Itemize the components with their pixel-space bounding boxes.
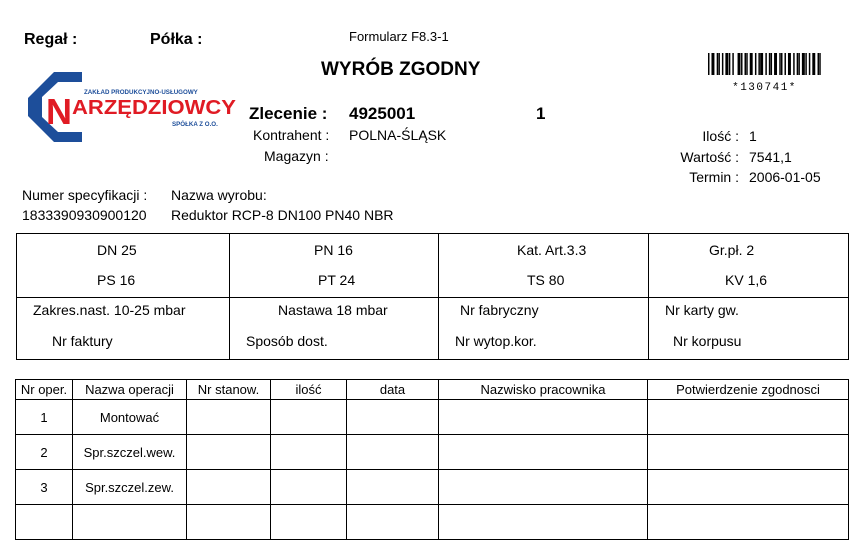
table-cell: [648, 435, 849, 470]
barcode-bar: [805, 53, 806, 75]
barcode-bar: [793, 53, 794, 75]
barcode-bar: [711, 53, 714, 75]
barcode-bar: [818, 53, 819, 75]
table-cell: 2: [16, 435, 73, 470]
barcode-bar: [718, 53, 719, 75]
page-title: WYRÓB ZGODNY: [321, 59, 481, 80]
column-header: Potwierdzenie zgodnosci: [648, 380, 849, 400]
product-name-value: Reduktor RCP-8 DN100 PN40 NBR: [171, 207, 394, 223]
barcode-bar: [732, 53, 733, 75]
barcode-bar: [809, 53, 810, 75]
table-row: [16, 400, 849, 435]
logo-letter-n: N: [46, 91, 72, 132]
column-header: ilość: [271, 380, 347, 400]
barcode-bar: [708, 53, 709, 75]
param-kat: Kat. Art.3.3: [517, 242, 587, 258]
barcode-bar: [738, 53, 741, 75]
table-cell: [271, 470, 347, 505]
column-header: Nr oper.: [16, 380, 73, 400]
kontrahent-value: POLNA-ŚLĄSK: [349, 127, 447, 143]
param-grpl: Gr.pł. 2: [709, 242, 755, 258]
param-kv: KV 1,6: [725, 272, 768, 288]
param-nr-fabryczny: Nr fabryczny: [460, 302, 539, 318]
regal-label: Regał :: [24, 31, 78, 48]
wartosc-label: Wartość :: [680, 149, 739, 165]
grid-divider: [17, 297, 848, 298]
table-cell: 3: [16, 470, 73, 505]
table-cell: [439, 505, 648, 540]
barcode-bar: [812, 53, 815, 75]
wartosc-value: 7541,1: [749, 149, 792, 165]
table-cell: [271, 505, 347, 540]
param-dn: DN 25: [97, 242, 137, 258]
barcode-bar: [750, 53, 753, 75]
table-cell: [347, 505, 439, 540]
barcode-bar: [771, 53, 772, 75]
table-header-row: [16, 380, 849, 400]
barcode-bar: [781, 53, 782, 75]
barcode-bar: [784, 53, 785, 75]
polka-label: Półka :: [150, 31, 203, 48]
table-cell: [347, 435, 439, 470]
table-cell: [271, 400, 347, 435]
param-nr-korpusu: Nr korpusu: [673, 333, 742, 349]
barcode-bar: [758, 53, 759, 75]
barcode-bar: [788, 53, 791, 75]
param-sposob-dost: Sposób dost.: [246, 333, 328, 349]
barcode-bar: [802, 53, 805, 75]
operations-table: [15, 379, 849, 540]
param-ts: TS 80: [527, 272, 565, 288]
form-code: Formularz F8.3-1: [349, 29, 449, 44]
table-cell: [439, 435, 648, 470]
table-cell: [73, 505, 187, 540]
table-cell: [648, 505, 849, 540]
barcode-bar: [745, 53, 746, 75]
zlecenie-label: Zlecenie :: [249, 104, 328, 123]
column-header: data: [347, 380, 439, 400]
ilosc-label: Ilość :: [702, 128, 739, 144]
param-zakres: Zakres.nast. 10-25 mbar: [33, 302, 186, 318]
termin-label: Termin :: [689, 169, 739, 185]
barcode-bar: [774, 53, 777, 75]
param-ps: PS 16: [97, 272, 136, 288]
table-cell: Spr.szczel.wew.: [73, 435, 187, 470]
order-count: 1: [536, 104, 546, 123]
table-cell: [187, 435, 271, 470]
param-nr-faktury: Nr faktury: [52, 333, 113, 349]
table-row: [16, 505, 849, 540]
table-cell: [347, 470, 439, 505]
barcode-bar: [765, 53, 766, 75]
table-cell: Spr.szczel.zew.: [73, 470, 187, 505]
barcode-bar: [819, 53, 820, 75]
column-header: Nazwa operacji: [73, 380, 187, 400]
barcode-bar: [797, 53, 798, 75]
barcode-text: *130741*: [732, 82, 797, 94]
magazyn-label: Magazyn :: [264, 148, 329, 164]
barcode-bar: [760, 53, 763, 75]
table-cell: [439, 470, 648, 505]
table-cell: [648, 470, 849, 505]
barcode-bar: [725, 53, 728, 75]
zlecenie-value: 4925001: [349, 104, 416, 123]
logo-subtitle: SPÓŁKA Z O.O.: [172, 121, 218, 128]
table-cell: [187, 470, 271, 505]
logo-tagline: ZAKŁAD PRODUKCYJNO-USŁUGOWY: [84, 89, 198, 96]
kontrahent-label: Kontrahent :: [253, 127, 330, 143]
table-cell: 1: [16, 400, 73, 435]
param-pn: PN 16: [314, 242, 353, 258]
spec-number-label: Numer specyfikacji :: [22, 187, 148, 203]
company-logo: [24, 66, 240, 148]
param-pt: PT 24: [318, 272, 356, 288]
barcode-bar: [717, 53, 718, 75]
table-cell: [271, 435, 347, 470]
table-row: [16, 435, 849, 470]
table-cell: [187, 505, 271, 540]
ilosc-value: 1: [749, 128, 757, 144]
barcode-bar: [746, 53, 747, 75]
barcode-bar: [741, 53, 742, 75]
spec-number-value: 1833390930900120: [22, 207, 147, 223]
param-nr-wytop: Nr wytop.kor.: [455, 333, 537, 349]
param-nastawa: Nastawa 18 mbar: [278, 302, 388, 318]
table-row: [16, 470, 849, 505]
column-header: Nazwisko pracownika: [439, 380, 648, 400]
barcode: [708, 53, 821, 75]
barcode-bar: [729, 53, 730, 75]
logo-name: ARZĘDZIOWCY: [72, 97, 237, 119]
table-cell: Montować: [73, 400, 187, 435]
parameters-grid: [16, 233, 849, 360]
barcode-bar: [722, 53, 723, 75]
barcode-bar: [755, 53, 756, 75]
table-cell: [347, 400, 439, 435]
barcode-bar: [779, 53, 780, 75]
table-cell: [439, 400, 648, 435]
table-cell: [187, 400, 271, 435]
product-name-label: Nazwa wyrobu:: [171, 187, 267, 203]
column-header: Nr stanow.: [187, 380, 271, 400]
param-nr-karty: Nr karty gw.: [665, 302, 739, 318]
termin-value: 2006-01-05: [749, 169, 821, 185]
barcode-bar: [798, 53, 799, 75]
barcode-bar: [769, 53, 770, 75]
table-cell: [648, 400, 849, 435]
table-cell: [16, 505, 73, 540]
